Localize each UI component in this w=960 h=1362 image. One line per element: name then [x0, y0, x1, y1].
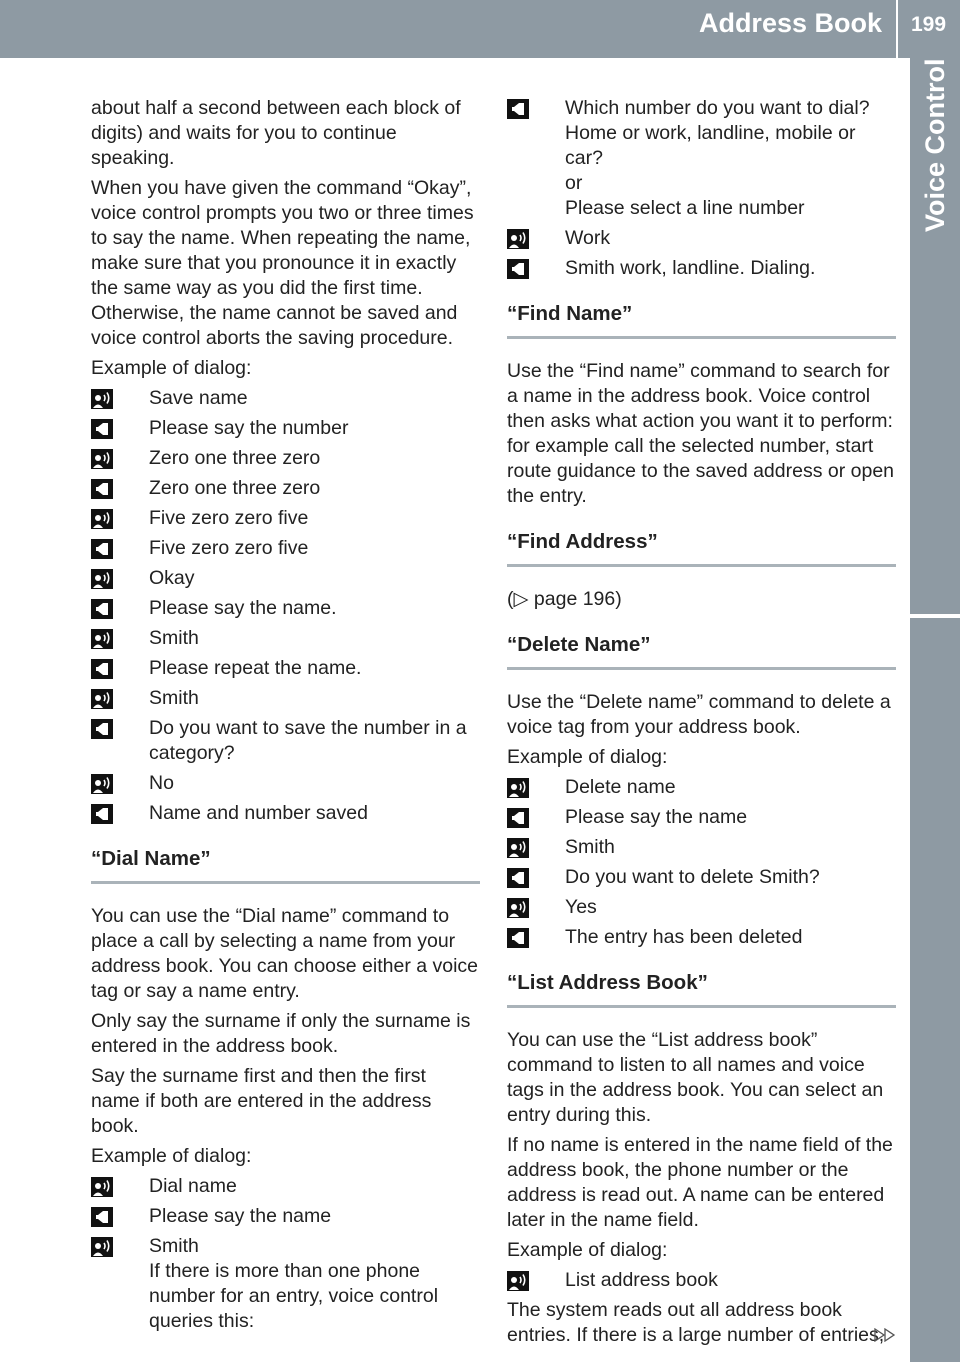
paragraph: Only say the surname if only the surname is entered in the address book.	[91, 1010, 471, 1057]
speaking-person-icon	[91, 506, 149, 531]
dialog-text: Please repeat the name.	[149, 657, 362, 679]
paragraph: Say the surname first and then the first name if both are entered in the address book.	[91, 1065, 432, 1137]
paragraph: Example of dialog:	[91, 357, 252, 379]
speaking-person-icon	[91, 626, 149, 651]
paragraph: The system reads out all address book entries. If there is a large number of entries,	[507, 1299, 885, 1346]
speaker-icon	[91, 416, 149, 441]
paragraph: Example of dialog:	[507, 1239, 668, 1261]
header-title: Address Book	[698, 8, 882, 38]
dialog-text: Five zero zero five	[149, 507, 309, 529]
speaking-person-icon	[507, 835, 565, 860]
speaking-person-icon	[91, 386, 149, 411]
paragraph: Example of dialog:	[507, 746, 668, 768]
section-heading-delete-name: “Delete Name”	[507, 632, 896, 670]
dialog-line	[91, 1204, 480, 1229]
dialog-example	[507, 96, 896, 281]
speaker-icon	[91, 1204, 149, 1229]
speaker-icon	[507, 925, 565, 950]
paragraph: If no name is entered in the name field of the address book, the phone number or the address is read out. A name can be entered later in the name field.	[507, 1134, 893, 1231]
dialog-line	[91, 386, 480, 411]
dialog-text: Please say the name	[565, 806, 748, 828]
dialog-text: Please say the number	[149, 417, 349, 439]
dialog-line	[91, 1234, 480, 1334]
dialog-example	[91, 386, 480, 826]
dialog-text: Work	[565, 227, 611, 249]
dialog-line	[91, 1174, 480, 1199]
speaking-person-icon	[507, 775, 565, 800]
dialog-line	[91, 416, 480, 441]
paragraph: You can use the “List address book” command to listen to all names and voice tags in the address book. You can select an entry during this.	[507, 1029, 884, 1126]
dialog-line	[91, 536, 480, 561]
dialog-text: Delete name	[565, 776, 676, 798]
dialog-text: Name and number saved	[149, 802, 368, 824]
dialog-text: Okay	[149, 567, 195, 589]
page-reference[interactable]: (▷ page 196)	[507, 588, 622, 610]
dialog-text: Do you want to delete Smith?	[565, 866, 820, 888]
dialog-line	[91, 716, 480, 766]
speaker-icon	[91, 596, 149, 621]
dialog-text: Zero one three zero	[149, 447, 321, 469]
section-heading-dial-name: “Dial Name”	[91, 846, 480, 884]
dialog-line	[91, 476, 480, 501]
dialog-text: Smith	[149, 627, 199, 649]
speaking-person-icon	[91, 1174, 149, 1199]
dialog-line	[91, 446, 480, 471]
header-divider	[896, 0, 898, 58]
paragraph: Use the “Find name” command to search for a name in the address book. Voice control then asks what action you want it to perform: for example call the selected number, start route guidance to the saved address or open the entry.	[507, 360, 895, 507]
section-tab-strip	[910, 618, 960, 1362]
dialog-text: Do you want to save the number in a category?	[149, 717, 467, 764]
continue-arrows-icon	[874, 1328, 896, 1342]
speaking-person-icon	[91, 566, 149, 591]
dialog-line	[507, 865, 896, 890]
paragraph: Example of dialog:	[91, 1145, 252, 1167]
dialog-text: Zero one three zero	[149, 477, 321, 499]
speaker-icon	[507, 96, 565, 121]
paragraph: about half a second between each block of digits) and waits for you to continue speaking.	[91, 97, 461, 169]
speaker-icon	[507, 865, 565, 890]
section-tab-label: Voice Control	[920, 58, 950, 232]
page-number: 199	[911, 13, 947, 36]
dialog-line	[507, 805, 896, 830]
dialog-text: Which number do you want to dial? Home or work, landline, mobile or car? or Please select a line number	[565, 97, 870, 219]
dialog-text: Smith work, landline. Dialing.	[565, 257, 816, 279]
dialog-text: Five zero zero five	[149, 537, 309, 559]
speaker-icon	[91, 476, 149, 501]
page-header	[0, 0, 960, 58]
right-column	[507, 96, 896, 1353]
paragraph: When you have given the command “Okay”, voice control prompts you two or three times to say the name. When repeating the name, make sure that you pronounce it in exactly the same way as you did the first time. Otherwise, the name cannot be saved and voice control aborts the saving procedure.	[91, 177, 474, 349]
dialog-text: Dial name	[149, 1175, 237, 1197]
speaker-icon	[91, 801, 149, 826]
dialog-line	[507, 835, 896, 860]
dialog-text: Smith	[149, 687, 199, 709]
speaker-icon	[91, 536, 149, 561]
dialog-line	[91, 566, 480, 591]
speaking-person-icon	[91, 446, 149, 471]
dialog-line	[91, 686, 480, 711]
speaker-icon	[507, 256, 565, 281]
dialog-line	[91, 801, 480, 826]
dialog-line	[507, 925, 896, 950]
section-tab	[910, 58, 960, 614]
dialog-text: Smith If there is more than one phone number for an entry, voice control queries this:	[149, 1235, 439, 1332]
dialog-line	[507, 895, 896, 920]
dialog-text: No	[149, 772, 174, 794]
speaking-person-icon	[507, 226, 565, 251]
dialog-example	[507, 775, 896, 950]
dialog-line	[507, 1268, 896, 1293]
dialog-line	[91, 596, 480, 621]
dialog-line	[91, 771, 480, 796]
dialog-text: List address book	[565, 1269, 718, 1291]
dialog-text: Yes	[565, 896, 597, 918]
section-heading-list-address-book: “List Address Book”	[507, 970, 896, 1008]
paragraph: You can use the “Dial name” command to place a call by selecting a name from your address book. You can choose either a voice tag or say a name entry.	[91, 905, 479, 1002]
dialog-line	[91, 656, 480, 681]
section-heading-find-name: “Find Name”	[507, 301, 896, 339]
dialog-line	[91, 506, 480, 531]
speaker-icon	[91, 656, 149, 681]
dialog-text: The entry has been deleted	[565, 926, 803, 948]
speaking-person-icon	[91, 1234, 149, 1259]
left-column	[91, 96, 480, 1339]
dialog-line	[507, 96, 896, 221]
section-heading-find-address: “Find Address”	[507, 529, 896, 567]
dialog-line	[507, 256, 896, 281]
speaker-icon	[91, 716, 149, 741]
dialog-text: Save name	[149, 387, 248, 409]
dialog-line	[507, 226, 896, 251]
speaking-person-icon	[91, 686, 149, 711]
dialog-text: Please say the name.	[149, 597, 337, 619]
speaking-person-icon	[91, 771, 149, 796]
speaking-person-icon	[507, 1268, 565, 1293]
paragraph: Use the “Delete name” command to delete a voice tag from your address book.	[507, 691, 891, 738]
dialog-line	[507, 775, 896, 800]
speaker-icon	[507, 805, 565, 830]
dialog-text: Smith	[565, 836, 615, 858]
speaking-person-icon	[507, 895, 565, 920]
dialog-example	[507, 1268, 896, 1293]
dialog-text: Please say the name	[149, 1205, 332, 1227]
dialog-example	[91, 1174, 480, 1334]
dialog-line	[91, 626, 480, 651]
